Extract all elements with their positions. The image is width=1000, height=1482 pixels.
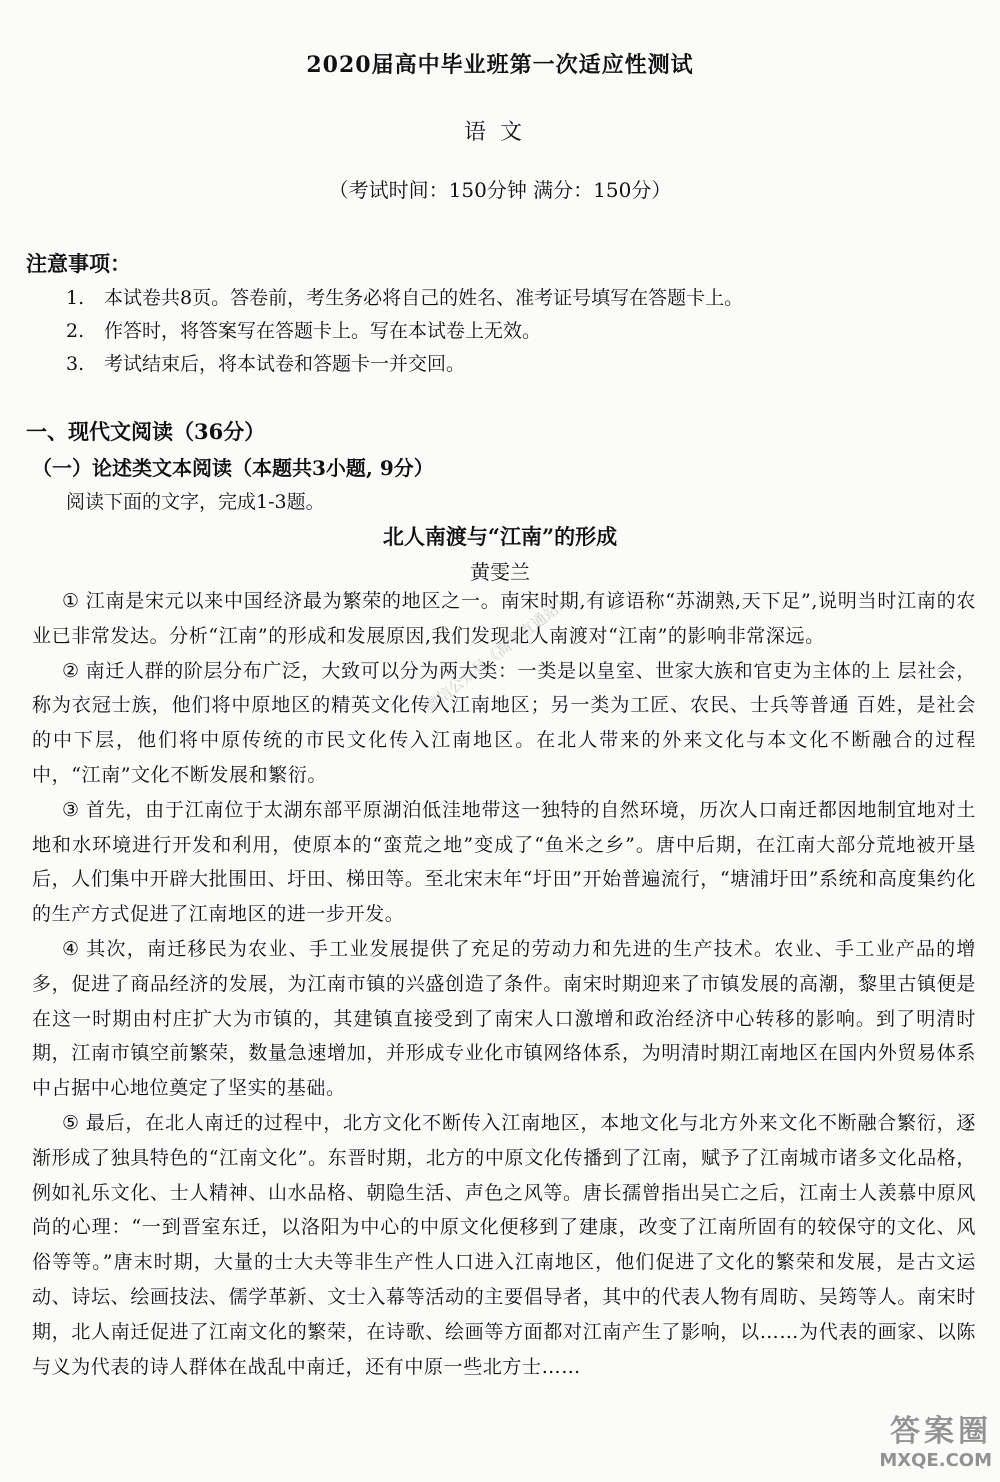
- paragraph-marker: ②: [62, 659, 80, 682]
- article-author: 黄雯兰: [470, 560, 530, 584]
- article-paragraph: [32, 793, 976, 932]
- logo-domain: MXQE.COM: [879, 1450, 992, 1471]
- notice-item: [66, 315, 743, 348]
- article-paragraph: [32, 654, 976, 793]
- notice-heading: 注意事项：: [26, 251, 131, 276]
- paragraph-text: 南迁人群的阶层分布广泛，大致可以分为两大类：一类是以皇室、世家大族和官吏为主体的上 层社会，称为衣冠士族，他们将中原地区的精英文化传入江南地区；另一类为工匠、农民、士兵等普通 百姓，是社会的中下层，他们将中原传统的市民文化传入江南地区。在北人带来的外来文化与本文化不断融合的过程中，“江南”文化不断发展和繁衍。: [32, 659, 976, 786]
- reading-instruction: 阅读下面的文字，完成1-3题。: [66, 491, 325, 513]
- article-paragraph: [32, 1106, 976, 1384]
- site-logo: [802, 1414, 992, 1476]
- paragraph-marker: ⑤: [62, 1111, 80, 1134]
- paragraph-marker: ①: [62, 590, 80, 612]
- article-body: [32, 584, 976, 1384]
- notice-item-text: 本试卷共8页。答卷前，考生务必将自己的姓名、准考证号填写在答题卡上。: [104, 287, 744, 309]
- exam-info: （考试时间：150分钟 满分：150分）: [328, 178, 672, 202]
- paragraph-marker: ③: [62, 798, 80, 821]
- logo-mark: 答案圈: [890, 1414, 992, 1449]
- notice-item-text: 考试结束后，将本试卷和答题卡一并交回。: [104, 353, 466, 375]
- notice-item: [66, 348, 743, 381]
- notice-list: [66, 282, 743, 381]
- paragraph-text: 江南是宋元以来中国经济最为繁荣的地区之一。南宋时期,有谚语称“苏湖熟,天下足”,说明当时江南的农业已非常发达。分析“江南”的形成和发展原因,我们发现北人南渡对“江南”的影响非常深远。: [32, 590, 976, 647]
- paragraph-marker: ④: [62, 937, 81, 960]
- notice-item-number: 1.: [66, 287, 85, 309]
- section-heading: 一、现代文阅读（36分）: [26, 419, 266, 444]
- notice-item: [66, 282, 743, 315]
- subject-title: 语文: [463, 120, 536, 145]
- paragraph-text: 首先，由于江南位于太湖东部平原湖泊低洼地带这一独特的自然环境，历次人口南迁都因地制宜地对土地和水环境进行开发和利用，使原本的“蛮荒之地”变成了“鱼米之乡”。唐中后期，在江南大部分荒地被开垦后，人们集中开辟大批围田、圩田、梯田等。至北宋末年“圩田”开始普遍流行，“塘浦圩田”系统和高度集约化的生产方式促进了江南地区的进一步开发。: [32, 798, 976, 926]
- notice-item-number: 3.: [66, 353, 85, 375]
- paragraph-text: 其次，南迁移民为农业、手工业发展提供了充足的劳动力和先进的生产技术。农业、手工业产品的增多，促进了商品经济的发展，为江南市镇的兴盛创造了条件。南宋时期迎来了市镇发展的高潮，黎里古镇便是在这一时期由村庄扩大为市镇的，其建镇直接受到了南宋人口激增和政治经济中心转移的影响。到了明清时期，江南市镇空前繁荣，数量急速增加，并形成专业化市镇网络体系，为明清时期江南地区在国内外贸易体系中占据中心地位奠定了坚实的基础。: [32, 937, 977, 1100]
- article-title: 北人南渡与“江南”的形成: [382, 524, 618, 549]
- sub-section-heading: （一）论述类文本阅读（本题共3小题, 9分）: [32, 456, 434, 480]
- notice-item-text: 作答时，将答案写在答题卡上。写在本试卷上无效。: [104, 320, 542, 342]
- paragraph-text: 最后，在北人南迁的过程中，北方文化不断传入江南地区，本地文化与北方外来文化不断融合繁衍，逐渐形成了独具特色的“江南文化”。东晋时期，北方的中原文化传播到了江南，赋予了江南城市诸多文化品格，例如礼乐文化、士人精神、山水品格、朝隐生活、声色之风等。唐长孺曾指出吴亡之后，江南士人羡慕中原风尚的心理：“一到晋室东迁，以洛阳为中心的中原文化便移到了建康，改变了江南所固有的较保守的文化、风俗等等。”唐末时期，大量的士大夫等非生产性人口进入江南地区，他们促进了文化的繁荣和发展，是古文运动、诗坛、绘画技法、儒学革新、文士入幕等活动的主要倡导者，其中的代表人物有周昉、吴筠等人。南宋时期，北人南迁促进了江南文化的繁荣，在诗歌、绘画等方面都对江南产生了影响，以……为代表的画家、以陈与义为代表的诗人群体在战乱中南迁，还有中原一些北方士……: [32, 1111, 976, 1378]
- article-paragraph: [32, 932, 976, 1106]
- exam-title: 2020届高中毕业班第一次适应性测试: [306, 52, 694, 78]
- watermark: 微信公众号《高考直通站》: [421, 590, 575, 716]
- notice-item-number: 2.: [66, 320, 85, 342]
